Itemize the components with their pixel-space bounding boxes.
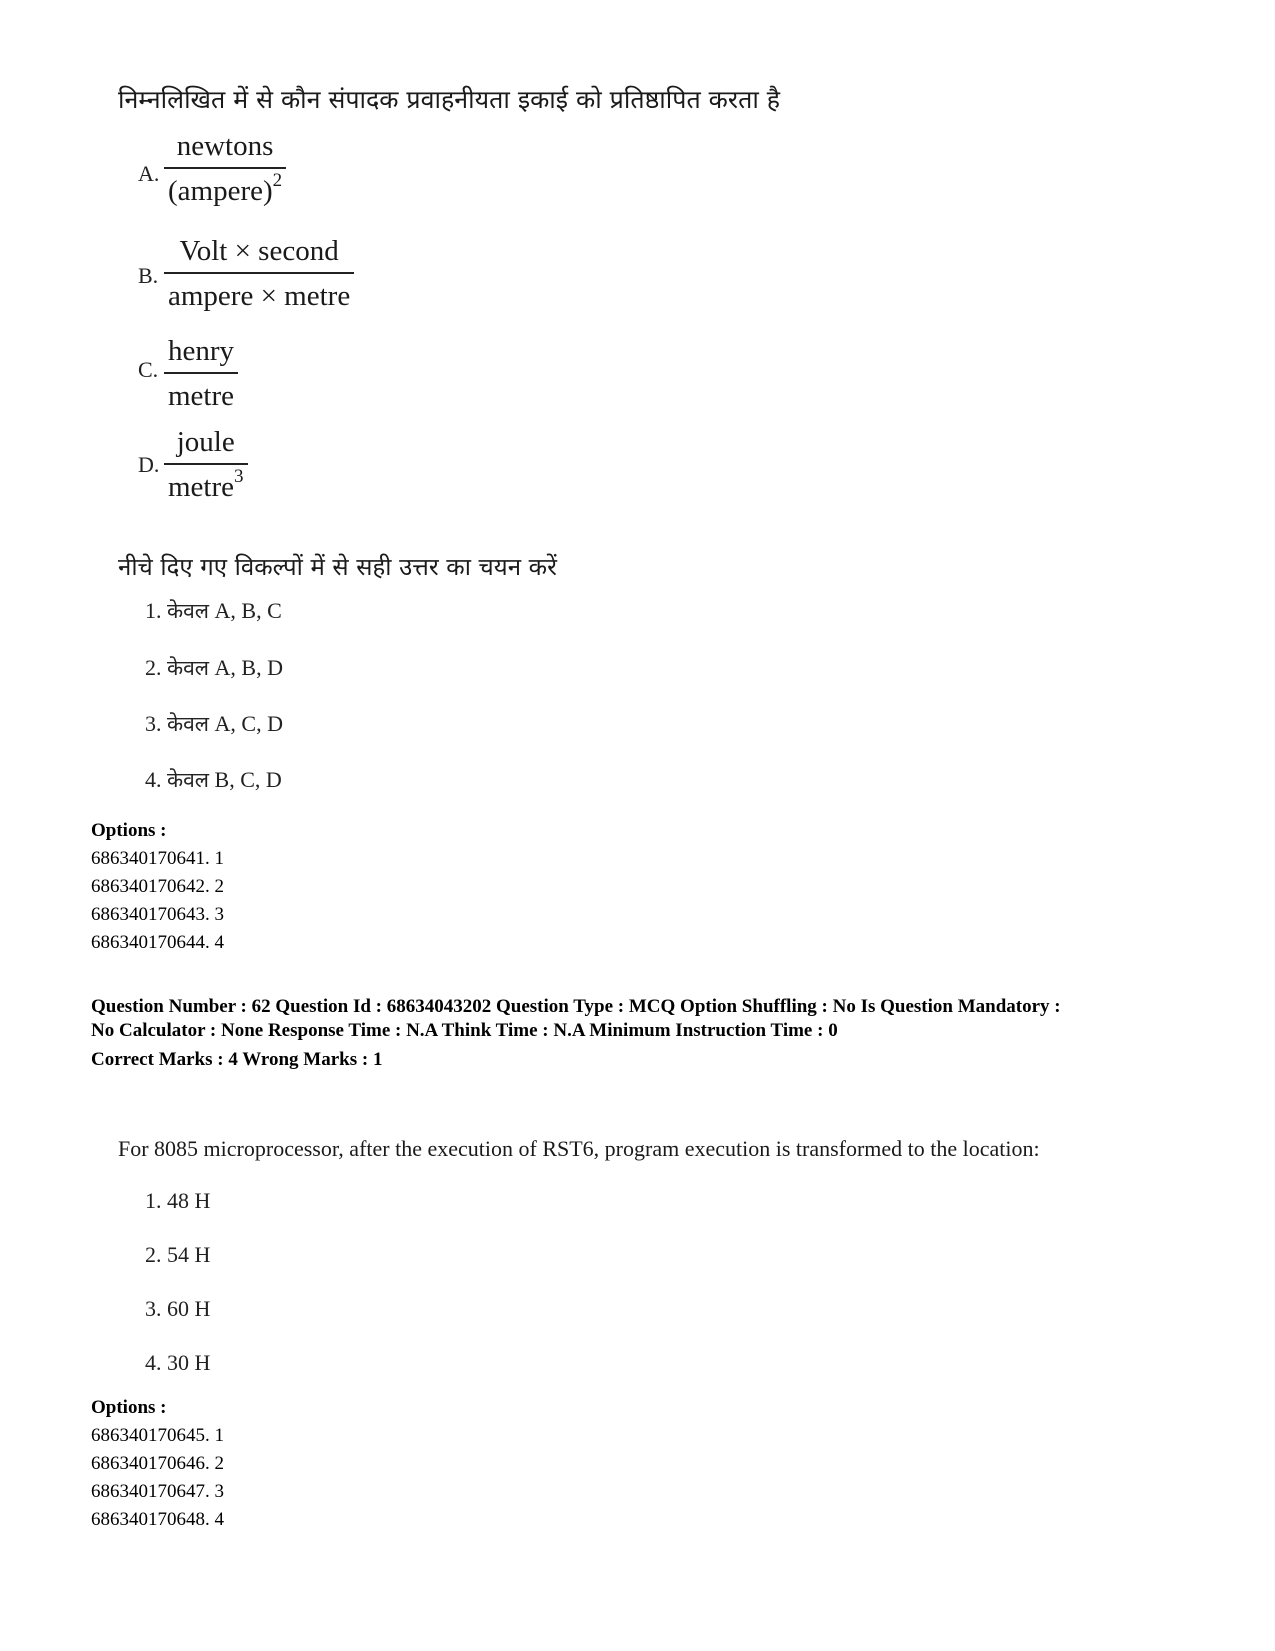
- choice-3-number: 3.: [145, 711, 162, 736]
- choice-4-hindi: केवल: [167, 768, 210, 792]
- choice-3-letters: A, C, D: [214, 711, 283, 736]
- fraction-a-numerator: newtons: [176, 130, 274, 162]
- fraction-d: [164, 428, 248, 502]
- choice-4: [145, 766, 282, 794]
- options-heading-2: Options :: [91, 1397, 167, 1418]
- fraction-c-denominator: metre: [168, 380, 235, 412]
- item-label-a: A.: [138, 161, 160, 186]
- option-id-3: 686340170643. 3: [91, 904, 224, 925]
- question-meta-line-1: Question Number : 62 Question Id : 68634043202 Question Type : MCQ Option Shuffling : No Is Question Mandatory :: [91, 996, 1061, 1017]
- fraction-d-numerator: joule: [176, 426, 235, 458]
- options-heading-1: Options :: [91, 820, 167, 841]
- choice-3: [145, 710, 283, 738]
- fraction-d-exponent: 3: [234, 466, 244, 487]
- question-2-text: For 8085 microprocessor, after the execution of RST6, program execution is transformed to the location:: [118, 1136, 1040, 1161]
- choice-2: [145, 654, 283, 682]
- choice-1-number: 1.: [145, 598, 162, 623]
- choice-2-number: 2.: [145, 655, 162, 680]
- fraction-c-numerator: henry: [168, 335, 235, 367]
- fraction-b-numerator: Volt × second: [179, 235, 339, 267]
- item-label-b: B.: [138, 263, 159, 288]
- fraction-a: [164, 132, 286, 206]
- fraction-a-den-text: (ampere): [168, 175, 273, 207]
- fraction-d-denominator: [164, 465, 248, 502]
- fraction-b-denominator: ampere × metre: [168, 280, 351, 312]
- choice-4-number: 4.: [145, 767, 162, 792]
- fraction-d-den-text: metre: [168, 471, 235, 503]
- q2-choice-4: 4. 30 H: [145, 1350, 211, 1375]
- choice-2-hindi: केवल: [167, 656, 210, 680]
- q2-option-id-2: 686340170646. 2: [91, 1453, 224, 1474]
- choice-3-hindi: केवल: [167, 712, 210, 736]
- option-id-2: 686340170642. 2: [91, 876, 224, 897]
- choice-1-letters: A, B, C: [214, 598, 282, 623]
- question-marks: Correct Marks : 4 Wrong Marks : 1: [91, 1049, 383, 1070]
- choice-1: [145, 597, 282, 625]
- q2-option-id-1: 686340170645. 1: [91, 1425, 224, 1446]
- item-label-c: C.: [138, 357, 159, 382]
- item-label-d: D.: [138, 452, 160, 477]
- fraction-a-exponent: 2: [272, 170, 283, 191]
- answer-instruction: नीचे दिए गए विकल्पों में से सही उत्तर का चयन करें: [118, 553, 557, 581]
- option-id-4: 686340170644. 4: [91, 932, 224, 953]
- choice-1-hindi: केवल: [167, 599, 210, 623]
- choice-2-letters: A, B, D: [214, 655, 283, 680]
- q2-choice-2: 2. 54 H: [145, 1242, 211, 1267]
- option-id-1: 686340170641. 1: [91, 848, 224, 869]
- fraction-c: [164, 337, 238, 411]
- fraction-b: [164, 237, 354, 311]
- question-text: निम्नलिखित में से कौन संपादक प्रवाहनीयता इकाई को प्रतिष्ठापित करता है: [118, 85, 781, 114]
- q2-option-id-4: 686340170648. 4: [91, 1509, 224, 1530]
- q2-option-id-3: 686340170647. 3: [91, 1481, 224, 1502]
- fraction-a-denominator: [164, 169, 286, 206]
- q2-choice-1: 1. 48 H: [145, 1188, 211, 1213]
- q2-choice-3: 3. 60 H: [145, 1296, 211, 1321]
- choice-4-letters: B, C, D: [214, 767, 282, 792]
- question-meta-line-2: No Calculator : None Response Time : N.A Think Time : N.A Minimum Instruction Time : 0: [91, 1020, 838, 1041]
